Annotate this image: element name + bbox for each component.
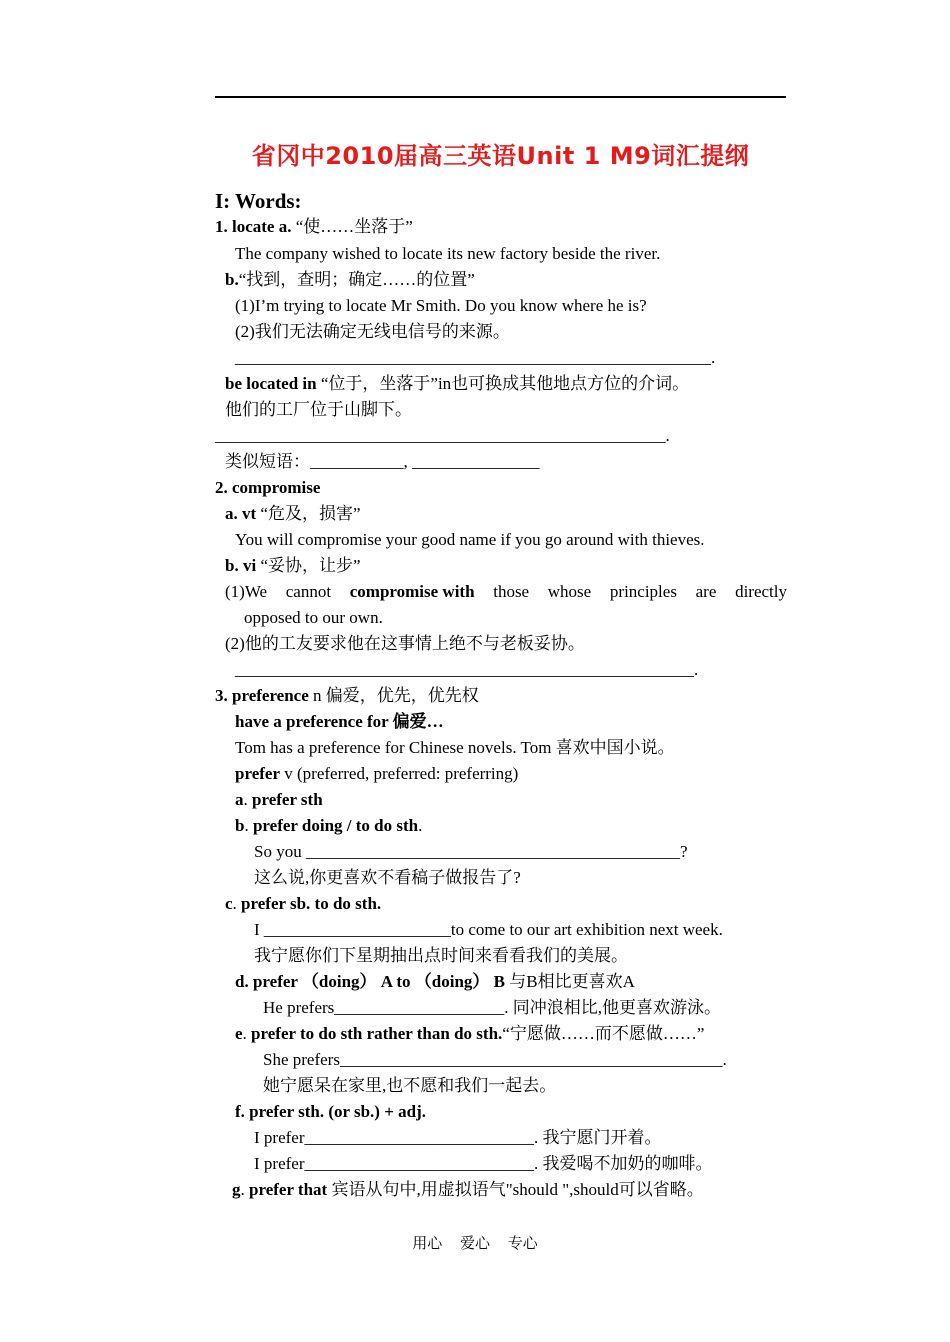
word: are [695, 582, 717, 601]
usage-d-exercise[interactable]: He prefers____________________. 同冲浪相比,他更喜欢游泳。 [263, 998, 722, 1017]
answer-blank[interactable]: ______________________________________________________. [235, 660, 699, 679]
usage-pattern: d. prefer （doing） A to （doing） B [235, 972, 505, 991]
entry-locate-phrase-cn: 他们的工厂位于山脚下。 [225, 400, 412, 419]
usage-f: f. prefer sth. (or sb.) + adj. [235, 1102, 427, 1121]
answer-blank[interactable]: ________________________________________________________. [235, 348, 716, 367]
usage-pattern: prefer sth [252, 790, 323, 809]
entry-compromise-sense-b [225, 555, 361, 577]
similar-phrases-blank[interactable]: 类似短语：___________, _______________ [225, 452, 540, 471]
word: directly [735, 582, 787, 601]
sense-meaning: “危及，损害” [256, 504, 361, 523]
entry-compromise-example-1-cont: opposed to our own. [244, 608, 383, 627]
usage-label: e [235, 1024, 243, 1043]
entry-compromise-example-2: (2)他的工友要求他在这事情上绝不与老板妥协。 [225, 634, 585, 653]
usage-b: b. prefer doing / to do sth. [235, 816, 423, 835]
entry-locate-phrase [225, 373, 689, 395]
entry-compromise-sense-a [225, 503, 361, 525]
usage-c-exercise[interactable]: I ______________________to come to our art exhibition next week. [254, 920, 723, 939]
sense-label: a. vt [225, 504, 257, 523]
usage-c: c. prefer sb. to do sth. [225, 894, 382, 913]
usage-pattern: prefer sb. to do sth. [241, 894, 382, 913]
word: (1)We [225, 582, 268, 601]
word: those [493, 582, 530, 601]
entry-compromise-head: 2. compromise [215, 478, 321, 497]
usage-f-exercise-2[interactable]: I prefer___________________________. 我爱喝不加奶的咖啡。 [254, 1154, 713, 1173]
section-heading: I: Words: [215, 189, 302, 213]
usage-label: g [232, 1180, 241, 1199]
entry-preference-example: Tom has a preference for Chinese novels. Tom 喜欢中国小说。 [235, 738, 675, 757]
entry-preference-head [215, 685, 479, 707]
answer-blank[interactable]: _____________________________________________________. [215, 426, 670, 445]
usage-pattern: prefer doing / to do sth [252, 816, 419, 835]
page-footer: 用心 爱心 专心 [412, 1236, 538, 1252]
usage-pattern: prefer to do sth rather than do sth. [251, 1024, 503, 1043]
usage-label: a [235, 790, 244, 809]
entry-locate-sense-b [225, 269, 475, 291]
phrase-meaning: “位于，坐落于”in也可换成其他地点方位的介词。 [316, 374, 690, 393]
word-bold: compromise with [349, 582, 475, 601]
entry-locate-meaning-b: “找到，查明；确定……的位置” [238, 270, 475, 289]
entry-prefer-forms: v (preferred, preferred: preferring) [280, 764, 519, 783]
sense-label: b. vi [225, 556, 257, 575]
entry-locate-term: 1. locate a. [215, 217, 292, 236]
usage-label: c [225, 894, 233, 913]
usage-meaning: “宁愿做……而不愿做……” [502, 1024, 705, 1043]
entry-locate-example-b2: (2)我们无法确定无线电信号的来源。 [235, 322, 510, 341]
entry-locate-example-b1: (1)I’m trying to locate Mr Smith. Do you know where he is? [235, 296, 647, 315]
entry-preference-term: 3. preference [215, 686, 309, 705]
entry-compromise-example-1 [225, 581, 787, 603]
usage-b-cn: 这么说,你更喜欢不看稿子做报告了? [254, 868, 521, 887]
word: cannot [285, 582, 332, 601]
usage-meaning: 宾语从句中,用虚拟语气"should ",should可以省略。 [327, 1180, 704, 1199]
entry-compromise-example-a: You will compromise your good name if you go around with thieves. [235, 530, 705, 549]
usage-a: a. prefer sth [235, 790, 323, 809]
usage-e-cn: 她宁愿呆在家里,也不愿和我们一起去。 [263, 1076, 557, 1095]
entry-locate-meaning-a: “使……坐落于” [291, 217, 413, 236]
usage-c-cn: 我宁愿你们下星期抽出点时间来看看我们的美展。 [254, 946, 628, 965]
entry-preference-meaning: n 偏爱，优先，优先权 [308, 686, 479, 705]
word: principles [609, 582, 677, 601]
entry-locate-example-a: The company wished to locate its new factory beside the river. [235, 244, 661, 263]
usage-b-exercise[interactable]: So you ____________________________________________? [254, 842, 688, 861]
page-title: 省冈中2010届高三英语Unit 1 M9词汇提纲 [251, 142, 750, 170]
usage-d [235, 971, 635, 993]
usage-f-exercise-1[interactable]: I prefer___________________________. 我宁愿门开着。 [254, 1128, 662, 1147]
usage-e-exercise[interactable]: She prefers_____________________________________________. [263, 1050, 727, 1069]
entry-prefer-head [235, 763, 518, 785]
entry-preference-phrase: have a preference for 偏爱… [235, 712, 444, 731]
word: whose [547, 582, 592, 601]
entry-prefer-term: prefer [235, 764, 280, 783]
usage-label: b [235, 816, 245, 835]
entry-locate-head [215, 216, 413, 238]
usage-e: e. prefer to do sth rather than do sth.“宁愿做……而不愿做……” [235, 1024, 705, 1043]
header-rule [215, 96, 786, 98]
sense-meaning: “妥协，让步” [256, 556, 361, 575]
usage-pattern: prefer that [249, 1180, 328, 1199]
usage-meaning: 与B相比更喜欢A [505, 972, 635, 991]
usage-g: g. prefer that 宾语从句中,用虚拟语气"should ",should可以省略。 [232, 1180, 704, 1199]
entry-locate-label-b: b. [225, 270, 239, 289]
phrase-term: be located in [225, 374, 317, 393]
